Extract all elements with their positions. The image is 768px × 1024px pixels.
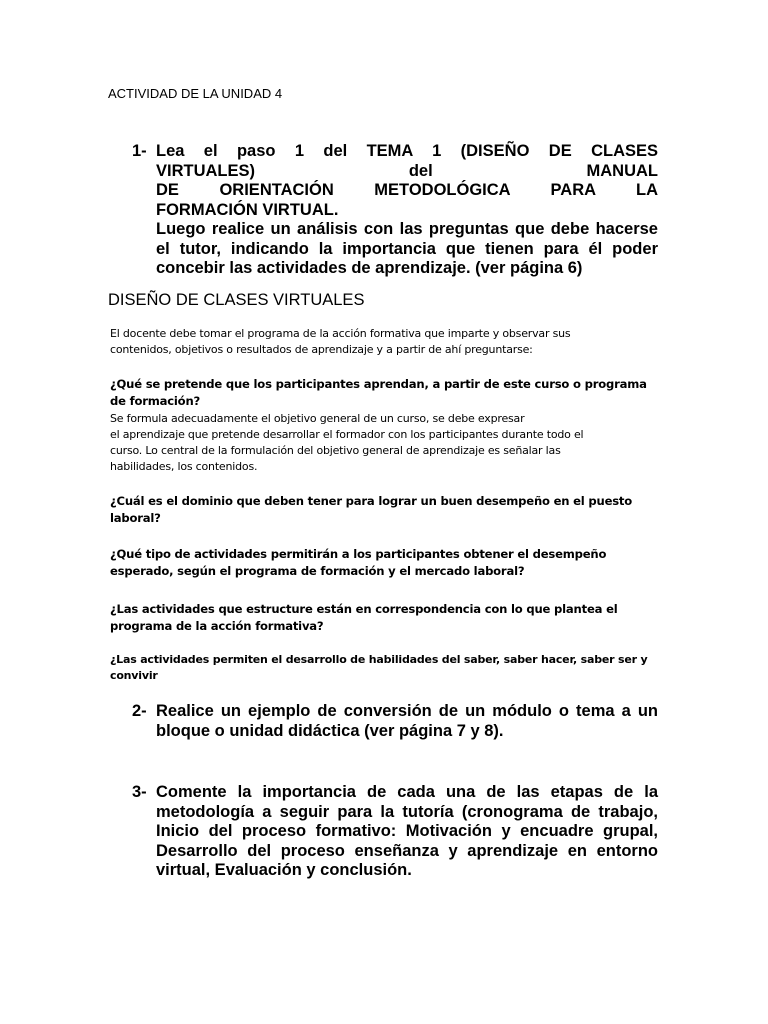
instruction-item-1: [132, 142, 658, 279]
text-line: de formación?: [110, 394, 201, 408]
text-line: Inicio del proceso formativo: Motivación y encuadre grupal,: [156, 822, 658, 840]
item-number: 2-: [132, 702, 147, 720]
text-line: el aprendizaje que pretende desarrollar el formador con los participantes durante todo el: [110, 428, 584, 441]
text-line: habilidades, los contenidos.: [110, 460, 258, 473]
text-line: curso. Lo central de la formulación del objetivo general de aprendizaje es señalar las: [110, 444, 561, 457]
text-line: programa de la acción formativa?: [110, 619, 324, 633]
activity-title: ACTIVIDAD DE LA UNIDAD 4: [108, 86, 283, 101]
text-line: ¿Cuál es el dominio que deben tener para lograr un buen desempeño en el puesto: [110, 494, 633, 508]
item-number: 3-: [132, 783, 147, 801]
question-4: [110, 601, 650, 635]
question-5: [110, 652, 650, 684]
text-line: esperado, según el programa de formación y el mercado laboral?: [110, 564, 525, 578]
question-3: [110, 546, 650, 580]
item-text: [156, 702, 658, 741]
text-line: el tutor, indicando la importancia que tienen para él poder: [156, 239, 658, 258]
question-2: [110, 493, 650, 527]
intro-paragraph: [110, 326, 650, 358]
text-line: VIRTUALES) del MANUAL: [156, 161, 658, 180]
text-line: ¿Las actividades que estructure están en correspondencia con lo que plantea el: [110, 602, 618, 616]
text-line: ¿Las actividades permiten el desarrollo de habilidades del saber, saber hacer, saber ser y: [110, 653, 648, 666]
text-line: Realice un ejemplo de conversión de un módulo o tema a un: [156, 702, 658, 720]
item-text: [156, 783, 658, 881]
text-line: convivir: [110, 669, 158, 682]
text-line: El docente debe tomar el programa de la acción formativa que imparte y observar sus: [110, 327, 571, 340]
item-number: 1-: [132, 142, 147, 160]
text-line: metodología a seguir para la tutoría (cronograma de trabajo,: [156, 802, 658, 821]
text-line: Desarrollo del proceso enseñanza y aprendizaje en entorno: [156, 841, 658, 860]
instruction-item-2: [132, 702, 658, 741]
instruction-item-3: [132, 783, 658, 881]
item-text: [156, 142, 658, 279]
text-line: Lea el paso 1 del TEMA 1 (DISEÑO DE CLASES: [156, 142, 658, 160]
text-line: ¿Qué se pretende que los participantes aprendan, a partir de este curso o programa: [110, 377, 647, 391]
text-line: Comente la importancia de cada una de las etapas de la: [156, 783, 658, 801]
text-line: laboral?: [110, 511, 161, 525]
text-line: DE ORIENTACIÓN METODOLÓGICA PARA LA: [156, 181, 658, 199]
text-line: Se formula adecuadamente el objetivo general de un curso, se debe expresar: [110, 412, 525, 425]
text-line: FORMACIÓN VIRTUAL.: [156, 200, 339, 219]
answer-paragraph: [110, 411, 650, 475]
text-line: virtual, Evaluación y conclusión.: [156, 861, 412, 879]
text-line: concebir las actividades de aprendizaje. (ver página 6): [156, 259, 583, 277]
text-line: bloque o unidad didáctica (ver página 7 y 8).: [156, 721, 504, 740]
text-line: contenidos, objetivos o resultados de aprendizaje y a partir de ahí preguntarse:: [110, 343, 533, 356]
text-line: ¿Qué tipo de actividades permitirán a los participantes obtener el desempeño: [110, 547, 607, 561]
question-1: [110, 376, 650, 410]
section-heading: DISEÑO DE CLASES VIRTUALES: [108, 291, 365, 309]
text-line: Luego realice un análisis con las preguntas que debe hacerse: [156, 220, 658, 238]
